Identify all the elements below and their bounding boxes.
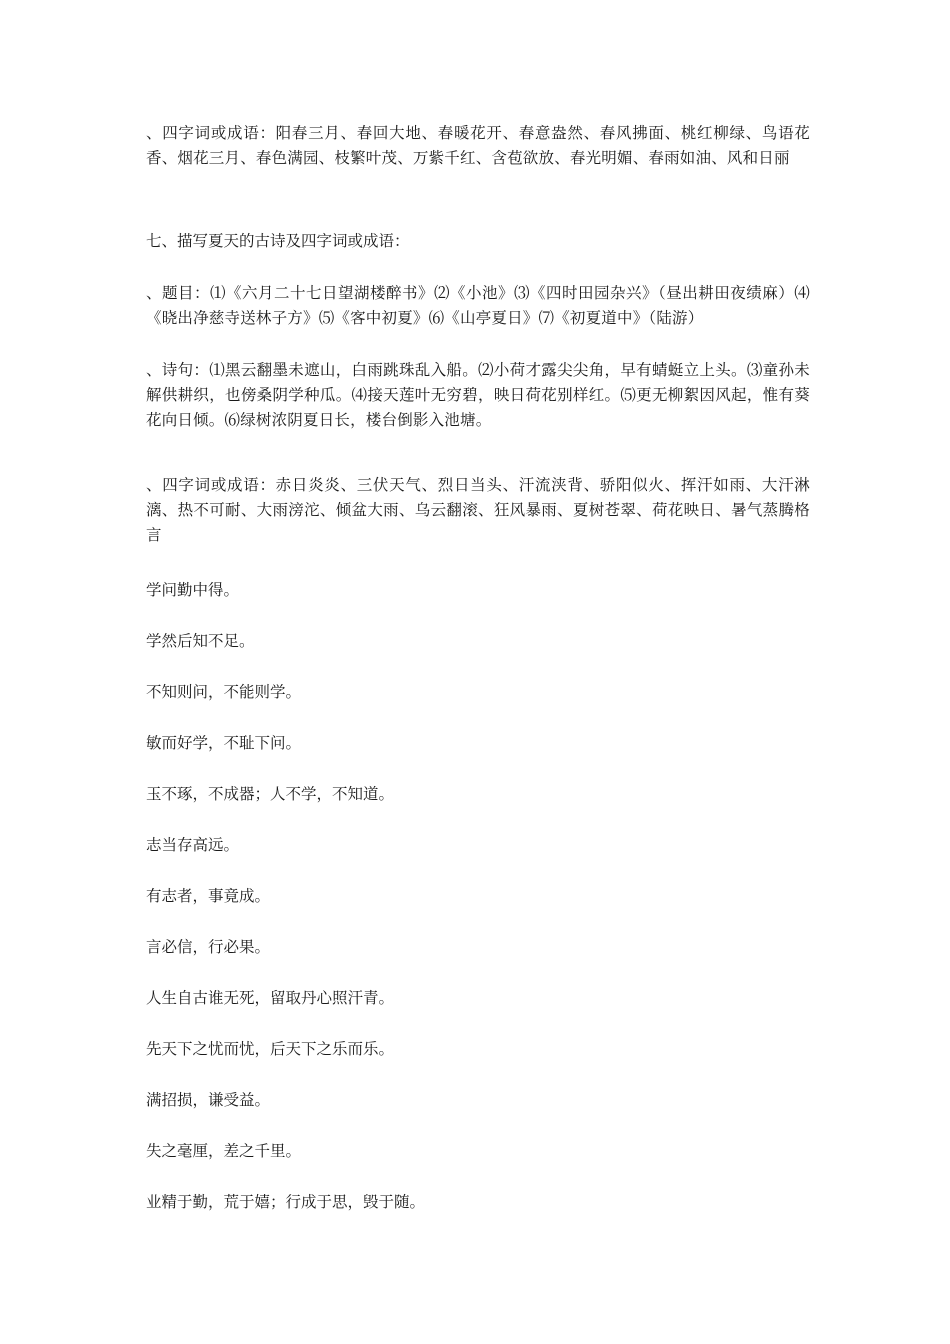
quote-line: 不知则问，不能则学。: [146, 683, 302, 701]
quote-line: 先天下之忧而忧，后天下之乐而乐。: [146, 1040, 395, 1058]
summer-section-heading: 七、描写夏天的古诗及四字词或成语：: [146, 232, 410, 250]
spring-idioms-paragraph: 、四字词或成语：阳春三月、春回大地、春暖花开、春意盎然、春风拂面、桃红柳绿、鸟语花香、烟花三月、春色满园、枝繁叶茂、万紫千红、含苞欲放、春光明媚、春雨如油、风和日丽: [146, 124, 810, 167]
quote-line: 敏而好学，不耻下问。: [146, 734, 302, 752]
quote-line: 学然后知不足。: [146, 632, 255, 650]
quote-line: 玉不琢，不成器；人不学，不知道。: [146, 785, 395, 803]
quote-line: 业精于勤，荒于嬉；行成于思，毁于随。: [146, 1193, 426, 1211]
quote-line: 有志者，事竟成。: [146, 887, 271, 905]
quote-line: 学问勤中得。: [146, 581, 240, 599]
quote-line: 言必信，行必果。: [146, 938, 271, 956]
quote-line: 人生自古谁无死，留取丹心照汗青。: [146, 989, 395, 1007]
quote-line: 失之毫厘，差之千里。: [146, 1142, 302, 1160]
summer-titles-paragraph: 、题目：⑴《六月二十七日望湖楼醉书》⑵《小池》⑶《四时田园杂兴》（昼出耕田夜绩麻）⑷《晓出净慈寺送林子方》⑸《客中初夏》⑹《山亭夏日》⑺《初夏道中》（陆游）: [146, 284, 810, 327]
summer-poem-lines-paragraph: 、诗句：⑴黑云翻墨未遮山，白雨跳珠乱入船。⑵小荷才露尖尖角，早有蜻蜓立上头。⑶童孙未解供耕织，也傍桑阴学种瓜。⑷接天莲叶无穷碧，映日荷花别样红。⑸更无柳絮因风起，惟有葵花向日倾。⑹绿树浓阴夏日长，楼台倒影入池塘。: [146, 361, 810, 429]
quote-line: 满招损，谦受益。: [146, 1091, 271, 1109]
summer-idioms-paragraph: 、四字词或成语：赤日炎炎、三伏天气、烈日当头、汗流浃背、骄阳似火、挥汗如雨、大汗淋漓、热不可耐、大雨滂沱、倾盆大雨、乌云翻滚、狂风暴雨、夏树苍翠、荷花映日、暑气蒸腾格言: [146, 476, 810, 544]
quote-line: 志当存高远。: [146, 836, 240, 854]
